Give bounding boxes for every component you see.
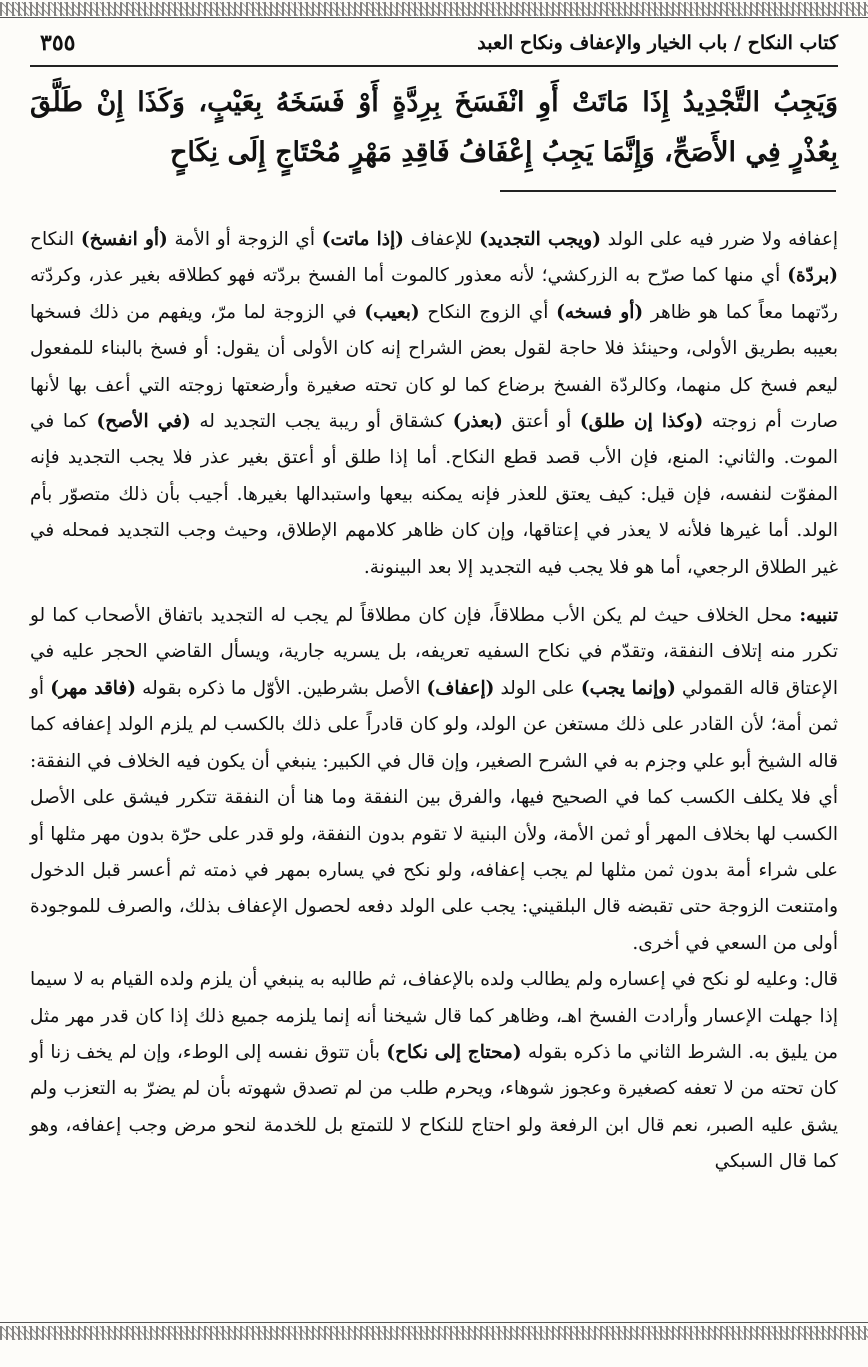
header-rule bbox=[30, 65, 838, 67]
commentary-paragraph-3: قال: وعليه لو نكح في إعساره ولم يطالب ولده بالإعفاف، ثم طالبه به ينبغي أن يلزم ولده القيام به لا سيما إذا جهلت الإعسار وأرادت الفسخ اهـ، وظاهر كما قال شيخنا أنه إنما يلزمه جميع ذلك إذا كان قدر مهر مثل من يليق به. الشرط الثاني ما ذكره بقوله (محتاج إلى نكاح) بأن تتوق نفسه إلى الوطء، وإن لم يخف زنا أو كان تحته من لا تعفه كصغيرة وعجوز شوهاء، ويحرم طلب من لم تصدق شهوته بأن لم يضرّ به التعزب ولم يشق عليه الصبر، نعم قال ابن الرفعة ولو احتاج للنكاح لا للتمتع بل للخدمة لنحو مرض وجب إعفافه، وهو كما قال السبكي bbox=[30, 969, 839, 1173]
matn-quote: (محتاج إلى نكاح) bbox=[386, 1041, 522, 1063]
page-number: ٣٥٥ bbox=[40, 30, 76, 56]
matn-quote: (وكذا إن طلق) bbox=[579, 411, 704, 433]
tanbih-label: تنبيه: bbox=[799, 605, 838, 627]
matn-separator bbox=[500, 190, 836, 192]
matn-quote: (أو انفسخ) bbox=[80, 229, 168, 250]
top-ornamental-border bbox=[0, 2, 868, 16]
matn-quote: (بردّة) bbox=[787, 265, 838, 287]
matn-quote: (وإنما يجب) bbox=[580, 677, 676, 699]
matn-quote: (في الأصح) bbox=[96, 411, 191, 433]
matn-quote: (أو فسخه) bbox=[556, 301, 644, 323]
commentary bbox=[30, 222, 838, 1181]
matn-quote: (فاقد مهر) bbox=[50, 677, 137, 699]
matn-quote: (إذا ماتت) bbox=[321, 229, 404, 250]
commentary-paragraph-2: تنبيه: محل الخلاف حيث لم يكن الأب مطلاقاً، فإن كان مطلاقاً لم يجب له التجديد باتفاق الأصحاب كما لو تكرر منه إتلاف النفقة، وتقدّم في نكاح السفيه تعريفه، بل يسريه جارية، ويسأل القاضي الحجر عليه في الإعتاق قاله القمولي (وإنما يجب) على الولد (إعفاف) الأصل بشرطين. الأوّل ما ذكره بقوله (فاقد مهر) أو ثمن أمة؛ لأن القادر على ذلك مستغن عن الولد، ولو كان قادراً على ذلك بالكسب لم يلزم الولد إعفافه كما قاله الشيخ أبو علي وجزم به في الشرح الصغير، وإن قال في الكبير: ينبغي أن يكون فيه الخلاف في النفقة: أي فلا يكلف الكسب كما في الصحيح فيها، والفرق بين النفقة وما هنا أن النفقة تتكرر فيشق على الأصل الكسب لها بخلاف المهر أو ثمن الأمة، ولأن البنية لا تقوم بدون النفقة، ولو قدر على حرّة بدون مهر مثلها أو على شراء أمة بدون ثمن مثلها لم يجب إعفافه، ولو نكح في يساره بمهر في ذمته ثم أعسر قبل الدخول وامتنعت الزوجة حتى تقبضه قال البلقيني: يجب على الولد دفعه لحصول الإعفاف بذلك، والصرف للموجودة أولى من السعي في أخرى. bbox=[30, 605, 838, 954]
bottom-ornamental-border bbox=[0, 1326, 868, 1340]
commentary-paragraph-1: إعفافه ولا ضرر فيه على الولد (ويجب التجديد) للإعفاف (إذا ماتت) أي الزوجة أو الأمة (أو انفسخ) النكاح (بردّة) أي منها كما صرّح به الزركشي؛ لأنه معذور كالموت أما الفسخ بردّته فهو كطلاقه بغير عذر، وكردّته ردّتهما معاً كما هو ظاهر (أو فسخه) أي الزوج النكاح (بعيب) في الزوجة لما مرّ، ويفهم من ذلك فسخها بعيبه بطريق الأولى، وحينئذ فلا حاجة لقول بعض الشراح إنه كان الأولى أن يقول: أو فسخ بالبناء للمفعول ليعم فسخ كل منهما، وكالردّة الفسخ برضاع كما لو كان تحته صغيرة وأرضعتها زوجته التي أعف بها لأنها صارت أم زوجته (وكذا إن طلق) أو أعتق (بعذر) كشقاق أو ريبة يجب التجديد له (في الأصح) كما في الموت. والثاني: المنع، فإن الأب قصد قطع النكاح. أما إذا طلق أو أعتق بغير عذر فلا يجب التجديد فإنه المفوّت لنفسه، فإن قيل: كيف يعتق للعذر فإنه يمكنه بيعها واستبدالها بغيرها. أجيب بأن ذلك متصوّر بأم الولد. أما غيرها فلأنه لا يعذر في إعتاقها، وإن كان ظاهر كلامهم الإطلاق، وحيث وجب التجديد فمحله في غير الطلاق الرجعي، أما هو فلا يجب فيه التجديد إلا بعد البينونة. bbox=[30, 229, 839, 578]
matn-text: وَيَجِبُ التَّجْدِيدُ إِذَا مَاتَتْ أَوِ انْفَسَخَ بِرِدَّةٍ أَوْ فَسَخَهُ بِعَيْبٍ، وَكَذَا إِنْ طَلَّقَ بِعُذْرٍ فِي الأَصَحِّ، وَإِنَّمَا يَجِبُ إِعْفَافُ فَاقِدِ مَهْرٍ مُحْتَاجٍ إِلَى نِكَاحٍ bbox=[30, 87, 838, 168]
top-border-line bbox=[0, 17, 868, 18]
matn-quote: (إعفاف) bbox=[426, 677, 495, 699]
matn-quote: (بعذر) bbox=[452, 411, 503, 433]
page-header bbox=[30, 30, 838, 64]
running-head: كتاب النكاح / باب الخيار والإعفاف ونكاح العبد bbox=[477, 32, 838, 54]
matn-quote: (بعيب) bbox=[364, 301, 420, 323]
bottom-border-line bbox=[0, 1322, 868, 1323]
matn-quote: (ويجب التجديد) bbox=[479, 229, 601, 250]
